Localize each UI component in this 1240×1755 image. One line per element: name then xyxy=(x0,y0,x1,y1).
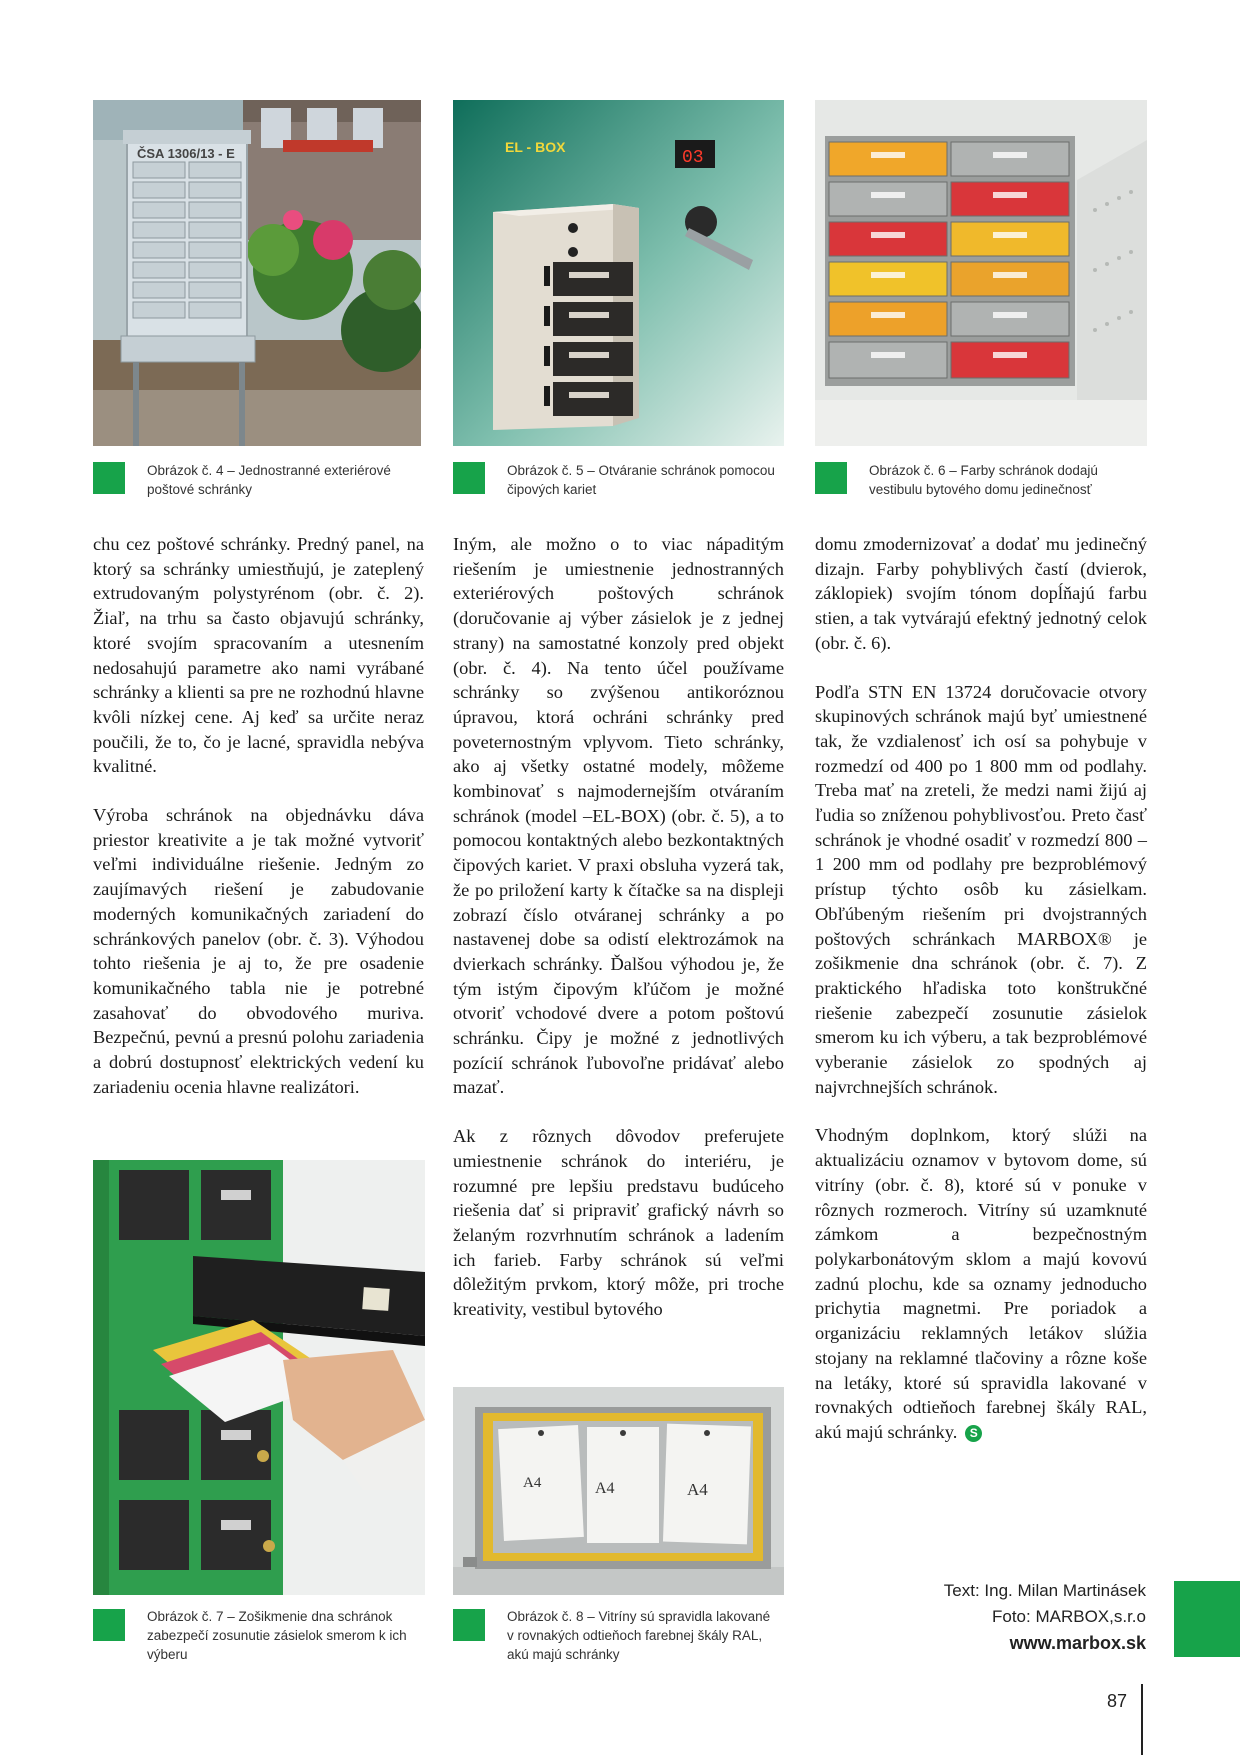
paragraph-text: Vhodným doplnkom, ktorý slúži na aktualizáciu oznamov v bytovom dome, sú vitríny (obr. č. 8), ktoré sú v ponuke v rôznych rozmeroch. Vitríny sú uzamknuté zámkom a bezpečnostným polykarbonátovým sklom a majú kovovú zadnú plochu, kde sa oznamy jednoducho prichytia magnetmi. Pre poriadok a organizáciu reklamných letákov slúžia stojany na reklamné tlačoviny a rôzne koše na letáky, ktoré sú spravidla lakované v rovnakých odtieňoch farebnej škály RAL, akú majú schránky. xyxy=(815,1125,1147,1442)
fig5-display: 03 xyxy=(682,148,704,168)
paragraph: Výroba schránok na objednávku dáva priestor kreativite a je tak možné vytvoriť veľmi individuálne riešenie. Jedným zo zaujímavých riešení je zabudovanie moderných komunikačných zariadení do schránkových panelov (obr. č. 3). Výhodou tohto riešenia je aj to, že pre osadenie komunikačného tabla nie je potrebné zasahovať do obvodového muriva. Bezpečnú, pevnú a presnú polohu zariadenia a dobrú dostupnosť elektrických vedení ku zariadeniu ocenia hlavne realizátori. xyxy=(93,805,424,1097)
figure-7-photo xyxy=(93,1160,425,1595)
column-right xyxy=(815,532,1147,1469)
figure-5-caption: Obrázok č. 5 – Otváranie schránok pomocou čipových kariet xyxy=(507,463,775,497)
figure-4-caption-marker xyxy=(93,462,125,494)
figure-6-caption-marker xyxy=(815,462,847,494)
paragraph: Iným, ale možno o to viac nápaditým riešením je umiestnenie jednostranných exteriérových poštových schránok (doručovanie aj výber zásielok je z jednej strany) na samostatné konzoly pred objekt (obr. č. 4). Na tento účel používame schránky so zvýšenou antikoróznou úpravou, ktorá ochráni schránky pred poveternostným vplyvom. Tieto schránky, ako aj všetky ostatné modely, môžeme kombinovať s najmodernejším otváraním schránok (model –EL-BOX) (obr. č. 5), a to pomocou kontaktných alebo bezkontaktných čipových kariet. V praxi obsluha vyzerá tak, že po priložení karty k čítačke sa na displeji zobrazí číslo otváranej schránky a po nastavenej dobe sa odistí elektrozámok na dvierkach schránky. Ďalšou výhodou je, že tým istým čipovým kľúčom je možné otvoriť vchodové dvere a potom poštovú schránku. Čipy je možné z jednotlivých pozícií schránok ľubovoľne pridávať alebo mazať. xyxy=(453,534,784,1098)
figure-8-caption: Obrázok č. 8 – Vitríny sú spravidla lakované v rovnakých odtieňoch farebnej škály RAL, akú majú schránky xyxy=(507,1609,771,1662)
page-edge-tab xyxy=(1174,1581,1240,1657)
figure-4-caption: Obrázok č. 4 – Jednostranné exteriérové poštové schránky xyxy=(147,463,391,497)
page-number: 87 xyxy=(1107,1691,1128,1711)
end-mark-icon: S xyxy=(965,1425,982,1442)
credit-website[interactable]: www.marbox.sk xyxy=(1009,1633,1146,1653)
paragraph: Podľa STN EN 13724 doručovacie otvory skupinových schránok majú byť umiestnené tak, že vzdialenosť ich osí sa pohybuje v rozmedzí od 400 po 1 800 mm od podlahy. Treba mať na zreteli, že medzi nami žijú aj ľudia so zníženou pohyblivosťou. Preto časť schránok je vhodné osadiť v rozmedzí 800 – 1 200 mm od podlahy pre bezproblémový prístup týchto osôb ku zásielkam. Obľúbeným riešením pri dvojstranných poštových schránkach MARBOX® je zošikmenie dna schránok (obr. č. 7). Z praktického hľadiska toto konštrukčné riešenie zabezpečí zosunutie zásielok smerom ku ich výberu, a tak bezproblémové vyberanie zásielok zo spodných aj najvrchnejších schránok. xyxy=(815,681,1147,1097)
fig5-brand: EL - BOX xyxy=(505,139,566,155)
paragraph: domu zmodernizovať a dodať mu jedinečný dizajn. Farby pohyblivých častí (dvierok, záklopiek) svojím tónom dopĺňajú farbu stien, a tak vytvárajú efektný jednotný celok (obr. č. 6). xyxy=(815,534,1147,653)
page-number-rule xyxy=(1141,1684,1143,1755)
credit-photo: Foto: MARBOX,s.r.o xyxy=(992,1607,1146,1626)
figure-5-photo xyxy=(453,100,784,446)
paragraph: Ak z rôznych dôvodov preferujete umiestnenie schránok do interiéru, je rozumné pre lepšiu predstavu budúceho riešenia dať si pripraviť grafický návrh so želaným rozvrhnutím schránok a ladením ich farieb. Farby schránok sú veľmi dôležitým prvkom, ktorý môže, pri troche kreativity, vestibul bytového xyxy=(453,1126,784,1320)
figure-4-photo xyxy=(93,100,421,446)
credit-author: Text: Ing. Milan Martinásek xyxy=(943,1581,1146,1600)
column-middle xyxy=(453,532,784,1346)
figure-6-caption: Obrázok č. 6 – Farby schránok dodajú vestibulu bytového domu jedinečnosť xyxy=(869,463,1098,497)
figure-8-photo xyxy=(453,1387,784,1595)
fig8-sheet-label: A4 xyxy=(595,1480,615,1497)
fig8-sheet-label: A4 xyxy=(523,1475,542,1491)
fig4-sign: ČSA 1306/13 - E xyxy=(137,146,235,161)
figure-8-caption-marker xyxy=(453,1609,485,1641)
fig8-sheet-label: A4 xyxy=(687,1480,708,1499)
figure-6-photo xyxy=(815,100,1147,446)
column-left xyxy=(93,532,424,1123)
figure-7-caption: Obrázok č. 7 – Zošikmenie dna schránok zabezpečí zosunutie zásielok smerom k ich výberu xyxy=(147,1609,407,1662)
paragraph xyxy=(815,1123,1147,1444)
figure-5-caption-marker xyxy=(453,462,485,494)
figure-7-caption-marker xyxy=(93,1609,125,1641)
paragraph: chu cez poštové schránky. Predný panel, na ktorý sa schránky umiestňujú, je zateplený extrudovaným polystyrénom (obr. č. 2). Žiaľ, na trhu sa často objavujú schránky, ktoré svojím spracovaním a utesnením nedosahujú parametre ako nami vyrábané schránky a klienti sa pre ne rozhodnú hlavne kvôli nízkej cene. Aj keď sa určite neraz poučili, že to, čo je lacné, spravidla nebýva kvalitné. xyxy=(93,534,424,777)
